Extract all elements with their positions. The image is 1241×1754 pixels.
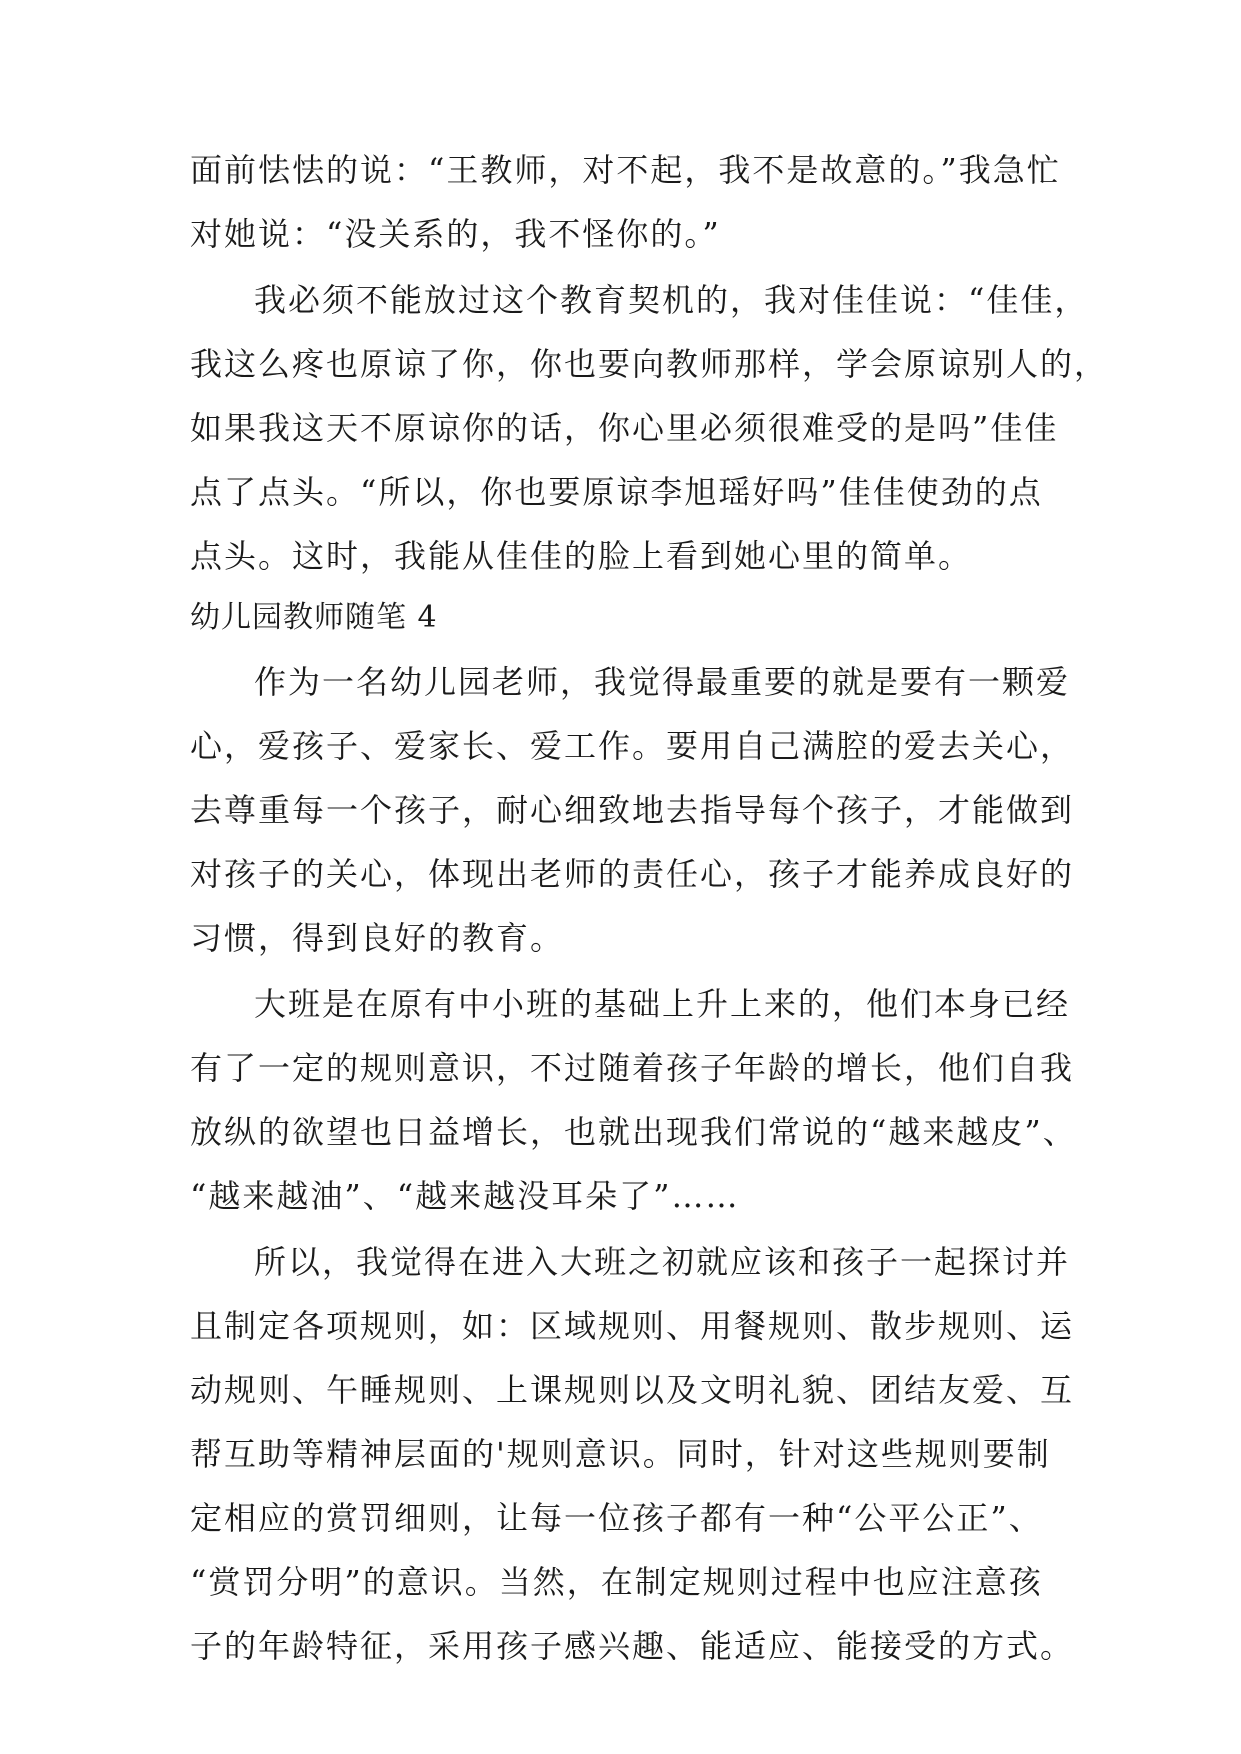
text-line: 如果我这天不原谅你的话，你心里必须很难受的是吗”佳佳 [190, 409, 1059, 447]
text-line: 有了一定的规则意识，不过随着孩子年龄的增长，他们自我 [190, 1049, 1075, 1087]
text-line: 去尊重每一个孩子，耐心细致地去指导每个孩子，才能做到 [190, 791, 1075, 829]
text-line: 点头。这时，我能从佳佳的脸上看到她心里的简单。 [190, 537, 973, 575]
paragraph-start: 所以，我觉得在进入大班之初就应该和孩子一起探讨并 [254, 1243, 1071, 1281]
text-line: 心，爱孩子、爱家长、爱工作。要用自己满腔的爱去关心， [190, 727, 1075, 765]
text-line: 且制定各项规则，如：区域规则、用餐规则、散步规则、运 [190, 1307, 1075, 1345]
text-line: 动规则、午睡规则、上课规则以及文明礼貌、团结友爱、互 [190, 1371, 1075, 1409]
text-line: “越来越油”、“越来越没耳朵了”…… [190, 1177, 740, 1215]
text-line: 放纵的欲望也日益增长，也就出现我们常说的“越来越皮”、 [190, 1113, 1077, 1151]
text-line: 子的年龄特征，采用孩子感兴趣、能适应、能接受的方式。 [190, 1627, 1075, 1665]
section-heading: 幼儿园教师随笔 4 [190, 600, 438, 635]
paragraph-start: 大班是在原有中小班的基础上升上来的，他们本身已经 [254, 985, 1071, 1023]
text-line: 我这么疼也原谅了你，你也要向教师那样，学会原谅别人的， [190, 345, 1109, 383]
text-line: 对孩子的关心，体现出老师的责任心，孩子才能养成良好的 [190, 855, 1075, 893]
text-line: 点了点头。“所以，你也要原谅李旭瑶好吗”佳佳使劲的点 [190, 473, 1043, 511]
text-line: “赏罚分明”的意识。当然，在制定规则过程中也应注意孩 [190, 1563, 1043, 1601]
text-line: 帮互助等精神层面的'规则意识。同时，针对这些规则要制 [190, 1435, 1051, 1473]
text-line: 对她说：“没关系的，我不怪你的。” [190, 215, 721, 253]
text-line: 习惯，得到良好的教育。 [190, 919, 565, 957]
paragraph-start: 作为一名幼儿园老师，我觉得最重要的就是要有一颗爱 [254, 663, 1071, 701]
text-line: 面前怯怯的说：“王教师，对不起，我不是故意的。”我急忙 [190, 151, 1061, 189]
paragraph-start: 我必须不能放过这个教育契机的，我对佳佳说：“佳佳， [254, 281, 1089, 319]
text-line: 定相应的赏罚细则，让每一位孩子都有一种“公平公正”、 [190, 1499, 1043, 1537]
